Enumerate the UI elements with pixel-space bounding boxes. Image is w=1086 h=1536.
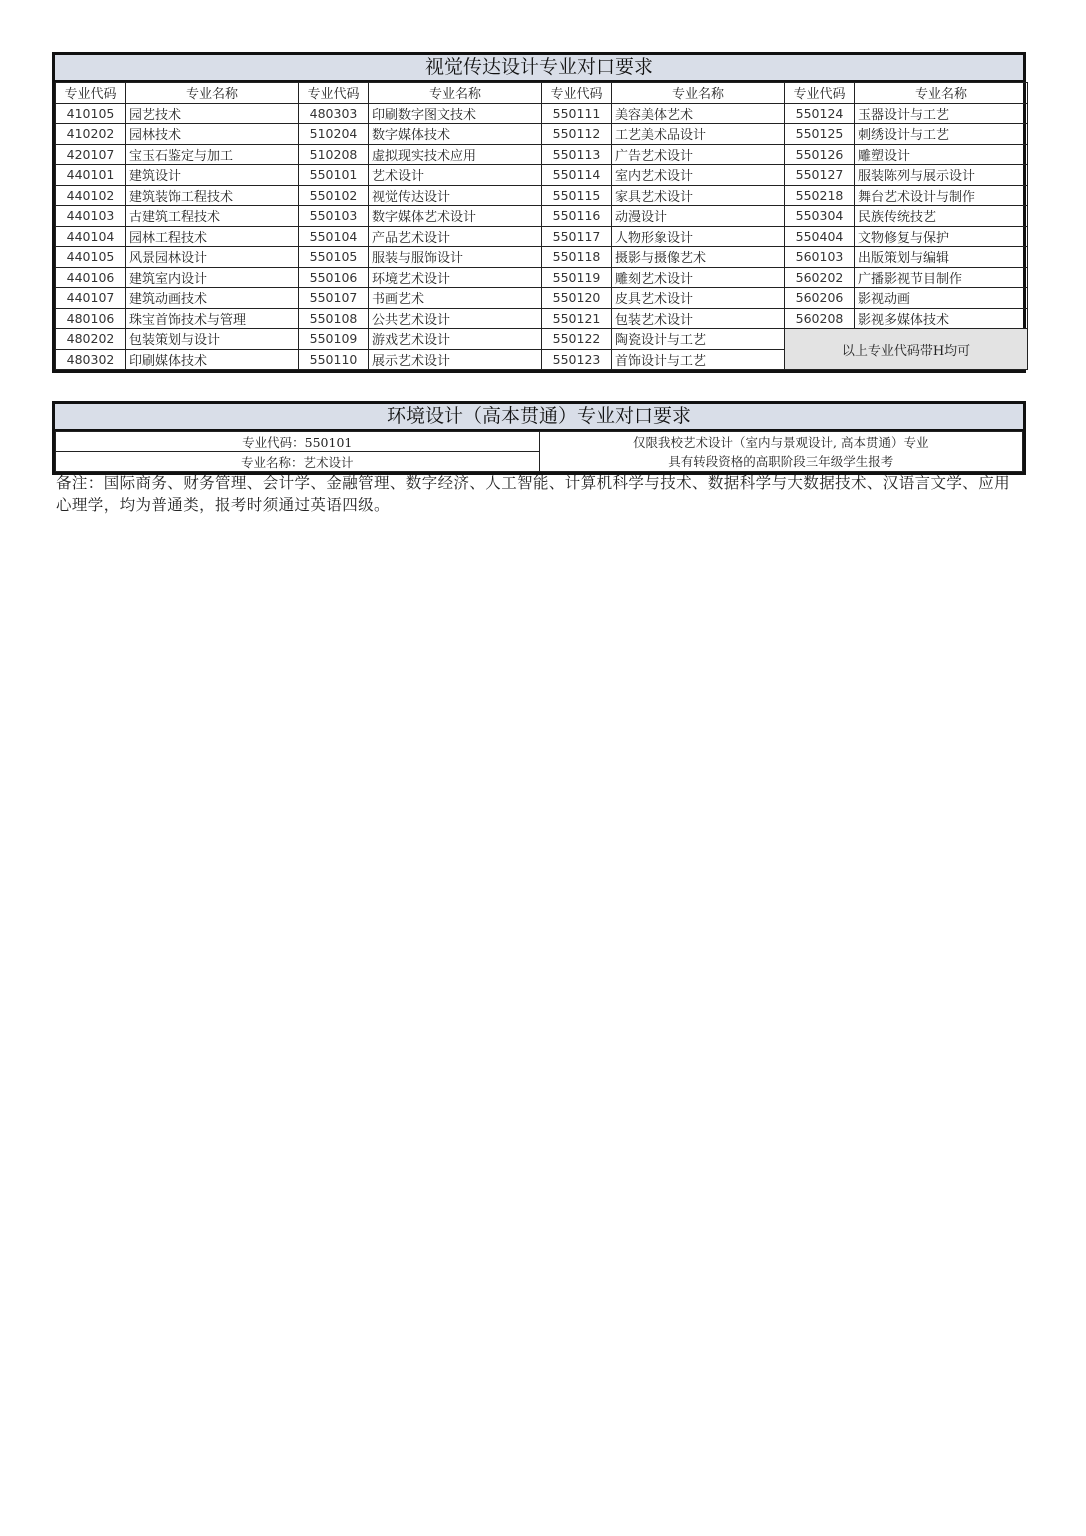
major-name-cell: 建筑室内设计 [126,267,299,288]
major-name-cell: 陶瓷设计与工艺 [612,329,785,350]
major-name-cell: 视觉传达设计 [369,185,542,206]
major-name-cell: 动漫设计 [612,206,785,227]
major-code-cell: 550104 [299,226,369,247]
major-name-cell: 雕塑设计 [855,144,1028,165]
major-code-cell: 550218 [785,185,855,206]
major-name-cell: 建筑动画技术 [126,288,299,309]
major-name-cell: 服装与服饰设计 [369,247,542,268]
major-name-cell: 包装艺术设计 [612,308,785,329]
major-code-cell: 480106 [56,308,126,329]
major-code-cell: 专业代码：550101 [56,432,540,452]
major-name-cell: 珠宝首饰技术与管理 [126,308,299,329]
major-code-cell: 550105 [299,247,369,268]
major-name-cell: 印刷数字图文技术 [369,103,542,124]
major-code-cell: 550119 [542,267,612,288]
major-name-cell: 产品艺术设计 [369,226,542,247]
major-code-cell: 550117 [542,226,612,247]
major-code-cell: 440103 [56,206,126,227]
major-name-cell: 印刷媒体技术 [126,349,299,370]
table-row [56,124,1028,145]
table-row [56,247,1028,268]
major-code-cell: 510204 [299,124,369,145]
major-name-cell: 出版策划与编辑 [855,247,1028,268]
major-name-cell: 影视多媒体技术 [855,308,1028,329]
major-code-cell: 550124 [785,103,855,124]
major-code-cell: 440105 [56,247,126,268]
major-name-cell: 影视动画 [855,288,1028,309]
major-code-cell: 440107 [56,288,126,309]
header-major-code: 专业代码 [299,83,369,104]
major-name-cell: 刺绣设计与工艺 [855,124,1028,145]
major-code-cell: 550404 [785,226,855,247]
major-name-cell: 室内艺术设计 [612,165,785,186]
requirement-cell [539,432,1023,472]
major-code-cell: 440102 [56,185,126,206]
major-name-cell: 玉器设计与工艺 [855,103,1028,124]
major-code-cell: 410202 [56,124,126,145]
major-name-cell: 雕刻艺术设计 [612,267,785,288]
major-code-cell: 550106 [299,267,369,288]
major-code-table [55,82,1028,370]
major-name-cell: 环境艺术设计 [369,267,542,288]
major-code-cell: 550120 [542,288,612,309]
major-code-cell: 550112 [542,124,612,145]
table-row [56,165,1028,186]
major-code-cell: 480302 [56,349,126,370]
major-name-cell: 园林技术 [126,124,299,145]
major-name-cell: 园艺技术 [126,103,299,124]
visual-communication-table [52,52,1026,373]
major-code-cell: 550111 [542,103,612,124]
major-code-cell: 560202 [785,267,855,288]
major-code-cell: 560206 [785,288,855,309]
major-name-cell: 游戏艺术设计 [369,329,542,350]
major-name-cell: 家具艺术设计 [612,185,785,206]
major-code-cell: 550107 [299,288,369,309]
major-code-cell: 560208 [785,308,855,329]
major-code-cell: 550121 [542,308,612,329]
major-code-cell: 550114 [542,165,612,186]
major-name-cell: 人物形象设计 [612,226,785,247]
table-row [56,329,1028,350]
header-row [56,83,1028,104]
environment-design-table [52,401,1026,475]
major-code-cell: 440101 [56,165,126,186]
major-name-cell: 摄影与摄像艺术 [612,247,785,268]
major-code-cell: 550118 [542,247,612,268]
major-code-cell: 550108 [299,308,369,329]
major-code-cell: 440106 [56,267,126,288]
major-code-cell: 480303 [299,103,369,124]
header-major-name: 专业名称 [126,83,299,104]
major-code-cell: 550115 [542,185,612,206]
major-name-cell: 园林工程技术 [126,226,299,247]
major-name-cell: 建筑设计 [126,165,299,186]
major-name-cell: 风景园林设计 [126,247,299,268]
major-name-cell: 皮具艺术设计 [612,288,785,309]
table-row [56,226,1028,247]
table-title: 环境设计（高本贯通）专业对口要求 [55,404,1023,431]
requirement-table [55,431,1023,472]
major-code-cell: 550122 [542,329,612,350]
table-row [56,267,1028,288]
major-name-cell: 广告艺术设计 [612,144,785,165]
header-major-code: 专业代码 [785,83,855,104]
major-name-cell: 数字媒体艺术设计 [369,206,542,227]
header-major-name: 专业名称 [369,83,542,104]
major-name-cell: 古建筑工程技术 [126,206,299,227]
major-name-cell: 美容美体艺术 [612,103,785,124]
major-code-cell: 550110 [299,349,369,370]
major-code-cell: 550116 [542,206,612,227]
major-code-cell: 550113 [542,144,612,165]
major-name-cell: 宝玉石鉴定与加工 [126,144,299,165]
major-code-cell: 420107 [56,144,126,165]
major-code-cell: 550304 [785,206,855,227]
major-name-cell: 数字媒体技术 [369,124,542,145]
header-major-name: 专业名称 [612,83,785,104]
remark-text: 备注：国际商务、财务管理、会计学、金融管理、数字经济、人工智能、计算机科学与技术、数据科学与大数据技术、汉语言文学、应用心理学，均为普通类，报考时须通过英语四级。 [56,474,1011,514]
header-major-code: 专业代码 [542,83,612,104]
table-row [56,144,1028,165]
major-name-cell: 工艺美术品设计 [612,124,785,145]
major-name-cell: 首饰设计与工艺 [612,349,785,370]
major-name-cell: 民族传统技艺 [855,206,1028,227]
major-code-cell: 550101 [299,165,369,186]
major-name-cell: 艺术设计 [369,165,542,186]
major-code-cell: 410105 [56,103,126,124]
major-name-cell: 展示艺术设计 [369,349,542,370]
major-name-cell: 文物修复与保护 [855,226,1028,247]
major-code-cell: 550103 [299,206,369,227]
table-row [56,185,1028,206]
major-name-cell: 包装策划与设计 [126,329,299,350]
major-code-cell: 550127 [785,165,855,186]
major-code-cell: 550109 [299,329,369,350]
major-code-cell: 480202 [56,329,126,350]
table-row [56,103,1028,124]
table-row [56,288,1028,309]
table-row [56,206,1028,227]
major-code-cell: 550125 [785,124,855,145]
major-name-cell: 广播影视节目制作 [855,267,1028,288]
major-code-cell: 510208 [299,144,369,165]
major-name-cell: 建筑装饰工程技术 [126,185,299,206]
major-code-cell: 550123 [542,349,612,370]
major-code-cell: 440104 [56,226,126,247]
major-name-cell: 舞台艺术设计与制作 [855,185,1028,206]
table-title: 视觉传达设计专业对口要求 [55,55,1023,82]
major-name-cell: 专业名称：艺术设计 [56,452,540,472]
major-name-cell: 虚拟现实技术应用 [369,144,542,165]
major-name-cell: 服装陈列与展示设计 [855,165,1028,186]
requirement-line-1: 仅限我校艺术设计（室内与景观设计, 高本贯通）专业 [633,434,929,450]
major-code-cell: 550126 [785,144,855,165]
requirement-line-2: 具有转段资格的高职阶段三年级学生报考 [668,453,894,469]
header-major-name: 专业名称 [855,83,1028,104]
major-code-cell: 550102 [299,185,369,206]
major-code-cell: 560103 [785,247,855,268]
header-major-code: 专业代码 [56,83,126,104]
major-name-cell: 书画艺术 [369,288,542,309]
h-suffix-note: 以上专业代码带H均可 [785,329,1028,370]
major-name-cell: 公共艺术设计 [369,308,542,329]
table-row [56,308,1028,329]
